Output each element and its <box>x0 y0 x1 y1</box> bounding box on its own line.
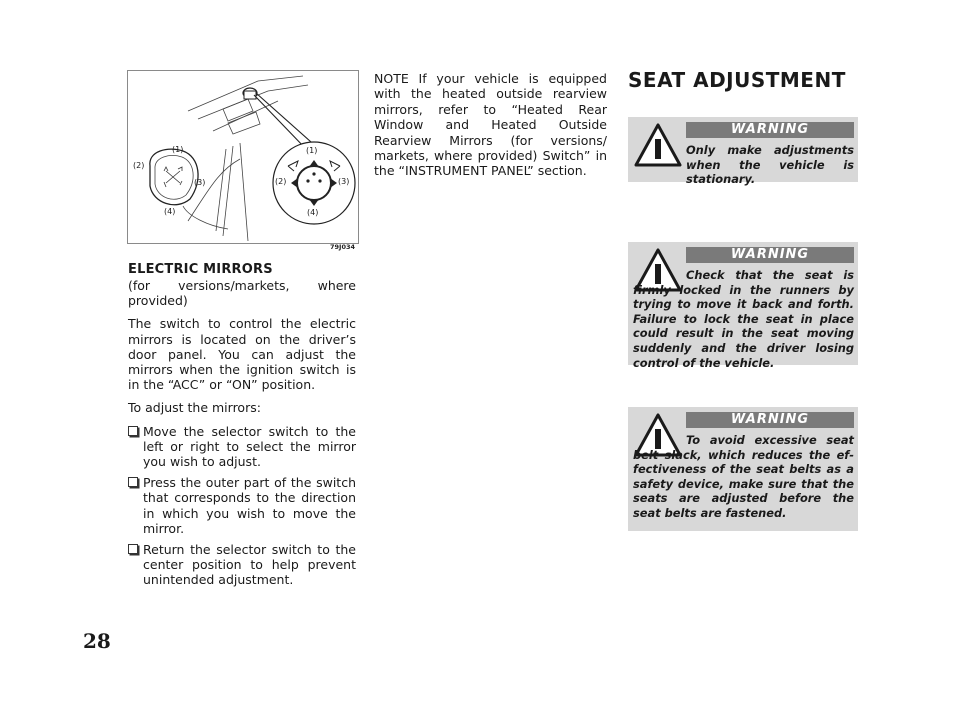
page-number: 28 <box>83 629 111 653</box>
body-paragraph: The switch to control the electric mirrors is located on the driver’s door panel. You can adjust the mirrors when the ignition switch is in the “ACC” or “ON” position. <box>128 316 356 393</box>
seat-adjustment-heading: SEAT ADJUSTMENT <box>628 68 846 92</box>
warning-label: WARNING <box>686 412 854 428</box>
figure-code: 79J034 <box>330 243 356 251</box>
warning-label: WARNING <box>686 122 854 138</box>
warning-box <box>628 407 858 531</box>
warning-text: To avoid excessive seat belt slack, which reduces the effectiveness of the seat belts as a safety device, make sure that the seats are adjusted before the seat belts are fastened. <box>633 433 854 520</box>
checkbox-bullet-icon <box>128 426 138 436</box>
warning-text: Check that the seat is firmly locked in the runners by trying to move it back and forth. Failure to lock the seat in place could result in the seat moving suddenly and the driver losing control of the vehicle. <box>633 268 854 370</box>
section-heading: ELECTRIC MIRRORS <box>128 262 273 277</box>
inset-label-2: (2) <box>275 177 287 186</box>
checkbox-bullet-icon <box>128 477 138 487</box>
inset-label-4: (4) <box>307 208 319 217</box>
warning-box <box>628 242 858 370</box>
warning-label: WARNING <box>686 247 854 263</box>
mirror-switch-figure <box>127 70 359 244</box>
electric-mirrors-section <box>128 262 356 594</box>
mirror-switch-illustration <box>128 71 358 243</box>
list-item: Move the selector switch to the left or right to select the mirror you wish to adjust. <box>128 424 356 470</box>
figure-label-4: (4) <box>164 207 176 216</box>
list-item: Return the selector switch to the center position to help prevent unintended adjustment. <box>128 542 356 588</box>
figure-label-2: (2) <box>133 161 145 170</box>
body-paragraph: To adjust the mirrors: <box>128 400 261 416</box>
warning-box <box>628 117 858 187</box>
warning-text: Only make adjustments when the vehicle is stationary. <box>686 143 854 187</box>
checkbox-bullet-icon <box>128 544 138 554</box>
figure-label-3: (3) <box>194 178 206 187</box>
instruction-list <box>128 424 356 588</box>
note-column <box>374 71 607 179</box>
warning-triangle-icon <box>634 123 682 167</box>
inset-label-1: (1) <box>306 146 318 155</box>
list-item: Press the outer part of the switch that corresponds to the direction in which you wish to move the mirror. <box>128 475 356 536</box>
note-paragraph: NOTE If your vehicle is equipped with the heated outside rearview mirrors, refer to “Heated Rear Window and Heated Outside Rearview Mirrors (for versions/ markets, where provided) Switch” in the “INSTRUMENT PANEL” section. <box>374 71 607 179</box>
figure-label-1: (1) <box>172 145 184 154</box>
inset-label-3: (3) <box>338 177 350 186</box>
section-subtitle: (for versions/markets, where provided) <box>128 278 356 309</box>
